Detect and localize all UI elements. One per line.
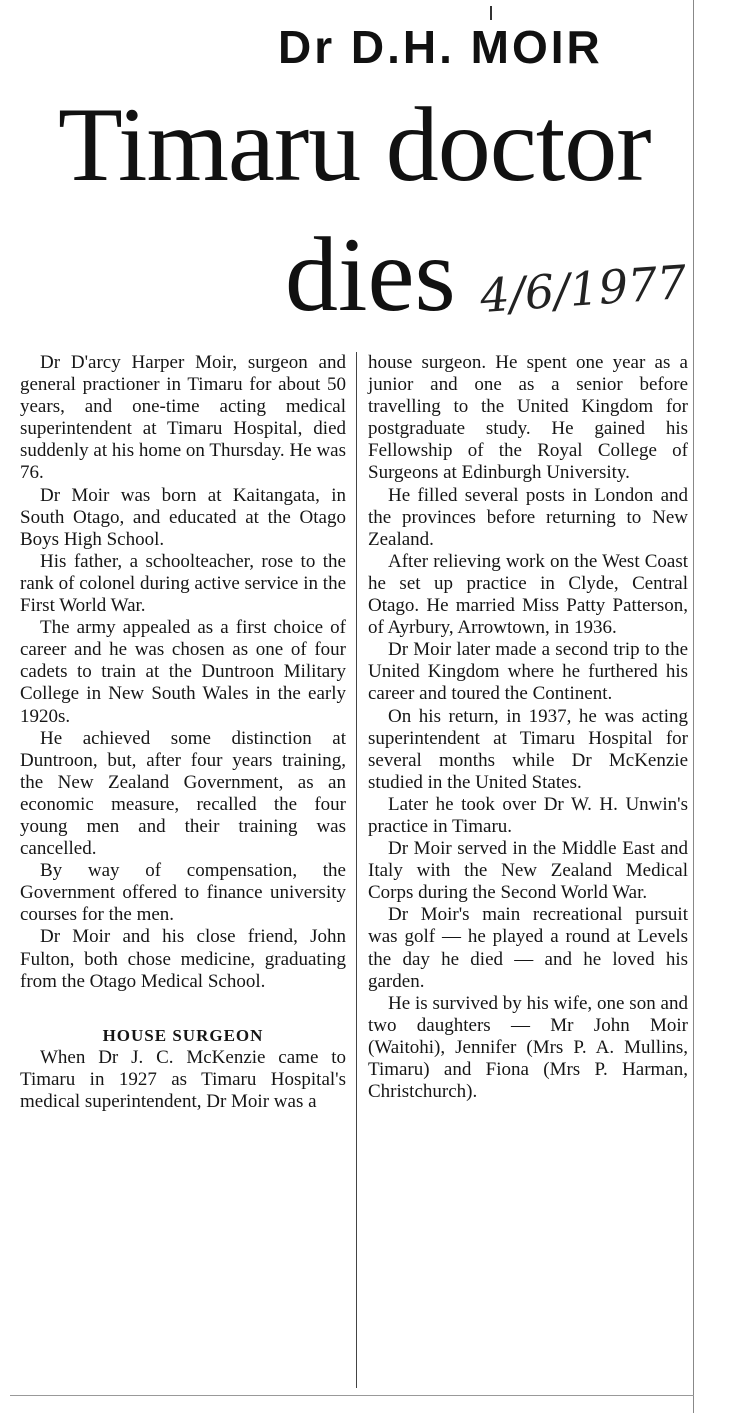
clipping-mark — [490, 6, 492, 20]
paragraph: He filled several posts in London and the provinces before returning to New Zealand. — [368, 484, 688, 550]
kicker-name: Dr D.H. MOIR — [278, 21, 603, 73]
article-right-column — [368, 352, 688, 1103]
paragraph: On his return, in 1937, he was acting superintendent at Timaru Hospital for several months while Dr McKenzie studied in the United States. — [368, 705, 688, 793]
paragraph: Dr Moir later made a second trip to the United Kingdom where he furthered his career and toured the Continent. — [368, 639, 688, 705]
paragraph: Dr D'arcy Harper Moir, surgeon and general practioner in Timaru for about 50 years, and one-time acting medical superintendent at Timaru Hospital, died suddenly at his home on Thursday. He was 76. — [20, 352, 346, 484]
paragraph: Later he took over Dr W. H. Unwin's practice in Timaru. — [368, 793, 688, 837]
clipping-edge-right — [693, 0, 694, 1413]
paragraph: Dr Moir's main recreational pursuit was golf — he played a round at Levels the day he died — and he loved his garden. — [368, 904, 688, 992]
paragraph: Dr Moir and his close friend, John Fulton, both chose medicine, graduating from the Otago Medical School. — [20, 926, 346, 992]
handwritten-date: 4/6/1977 — [478, 254, 689, 324]
article-left-column — [20, 352, 346, 1113]
headline-line-1: Timaru doctor — [58, 86, 651, 203]
column-divider — [356, 352, 357, 1388]
paragraph-continuation: house surgeon. He spent one year as a junior and one as a senior before travelling to the United Kingdom for postgraduate study. He gained his Fellowship of the Royal College of Surgeons at Edinburgh University. — [368, 352, 688, 484]
subhead-house-surgeon: HOUSE SURGEON — [102, 1025, 264, 1045]
paragraph: The army appealed as a first choice of career and he was chosen as one of four cadets to train at the Duntroon Military College in New South Wales in the early 1920s. — [20, 617, 346, 727]
clipping-edge-bottom — [10, 1395, 694, 1396]
paragraph: His father, a schoolteacher, rose to the rank of colonel during active service in the First World War. — [20, 550, 346, 617]
paragraph: Dr Moir was born at Kaitangata, in South Otago, and educated at the Otago Boys High School. — [20, 484, 346, 550]
paragraph: By way of compensation, the Government offered to finance university courses for the men. — [20, 860, 346, 926]
paragraph: He is survived by his wife, one son and two daughters — Mr John Moir (Waitohi), Jennifer (Mrs P. A. Mullins, Timaru) and Fiona (Mrs P. Harman, Christchurch). — [368, 992, 688, 1103]
paragraph: When Dr J. C. McKenzie came to Timaru in 1927 as Timaru Hospital's medical superintendent, Dr Moir was a — [20, 1046, 346, 1112]
paragraph: He achieved some distinction at Duntroon, but, after four years training, the New Zealand Government, as an economic measure, recalled the four young men and their training was cancelled. — [20, 727, 346, 860]
paragraph: Dr Moir served in the Middle East and Italy with the New Zealand Medical Corps during the Second World War. — [368, 838, 688, 904]
headline-line-2: dies — [285, 216, 456, 333]
paragraph: After relieving work on the West Coast he set up practice in Clyde, Central Otago. He married Miss Patty Patterson, of Ayrbury, Arrowtown, in 1936. — [368, 550, 688, 639]
